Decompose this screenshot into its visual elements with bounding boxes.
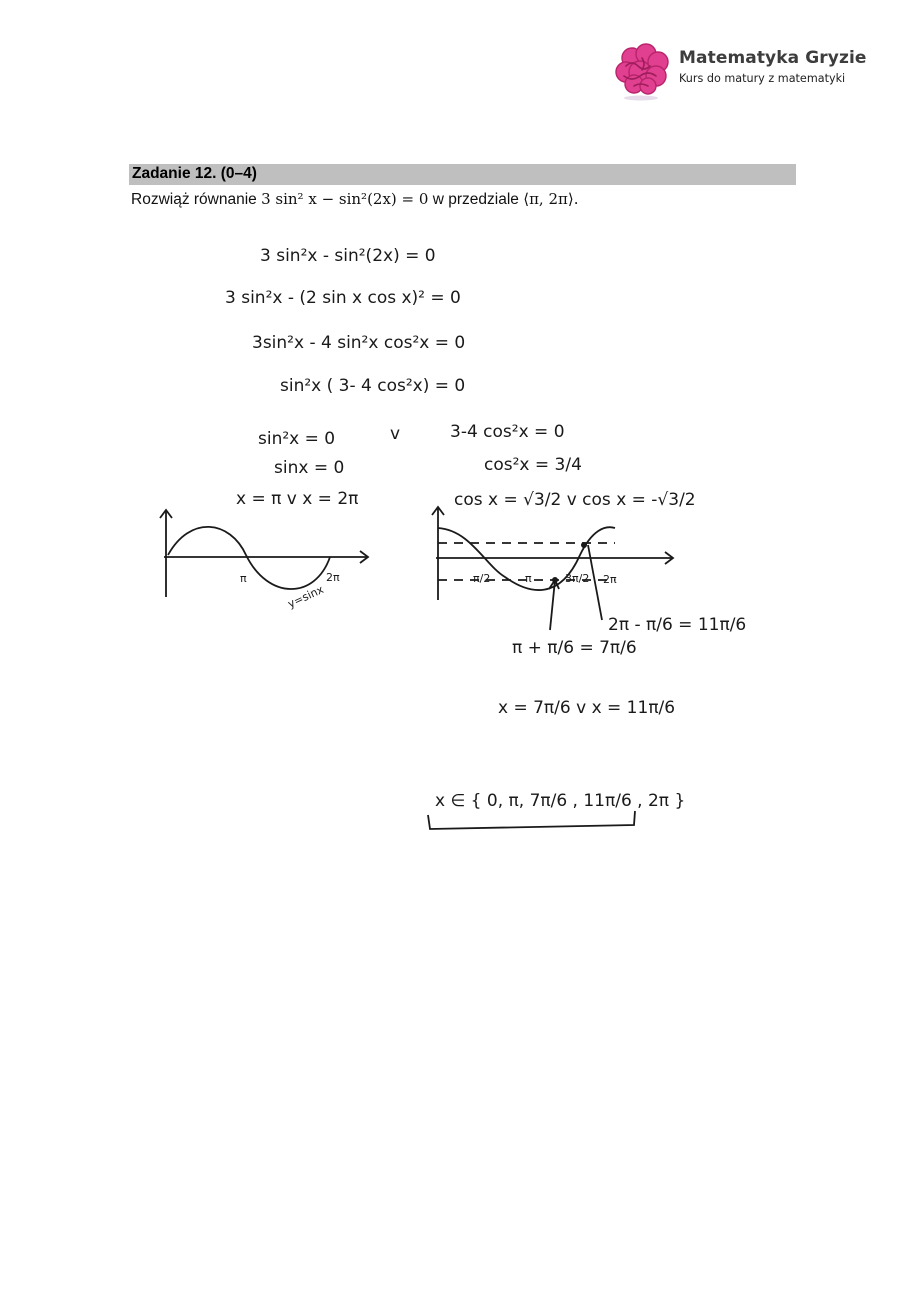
left-branch-line-1: sin²x = 0 [258,429,336,449]
cosine-tick-three-half-pi: 3π/2 [565,572,590,585]
brain-icon [612,42,672,102]
annotation-seven-pi-over-six: π + π/6 = 7π/6 [512,638,637,658]
brand-tagline: Kurs do matury z matematyki [679,72,846,85]
task-equation: 3 sin² x − sin²(2x) = 0 [261,190,429,208]
sine-curve-label: y=sinx [285,582,326,611]
task-prompt [131,190,791,214]
arrow-to-eleven-pi-over-six [588,545,602,620]
right-branch-line-2: cos²x = 3/4 [484,455,582,475]
solution-step-3: 3sin²x - 4 sin²x cos²x = 0 [252,333,466,353]
brand-name: Matematyka Gryzie [679,48,867,68]
right-branch-line-1: 3-4 cos²x = 0 [450,422,565,442]
or-symbol: v [390,424,401,444]
intersection-point-left [552,577,558,583]
handwritten-solution [140,225,747,875]
sine-tick-2pi: 2π [326,571,340,584]
final-answer: x ∈ { 0, π, 7π/6 , 11π/6 , 2π } [435,791,686,811]
solution-step-4: sin²x ( 3- 4 cos²x) = 0 [280,376,466,396]
sine-tick-pi: π [240,572,247,585]
left-branch-line-3: x = π v x = 2π [236,489,359,509]
cosine-tick-pi: π [525,572,532,585]
right-branch-line-3: cos x = √3/2 v cos x = -√3/2 [454,490,696,510]
task-interval: ⟨π, 2π⟩. [523,190,579,208]
solution-step-1: 3 sin²x - sin²(2x) = 0 [260,246,436,266]
intersection-point-right [581,542,587,548]
task-header-bar [129,164,796,185]
cosine-tick-2pi: 2π [603,573,617,586]
cosine-graph [432,507,673,630]
task-prompt-prefix: Rozwiąż równanie [131,191,257,208]
task-interval-prefix: w przedziale [432,191,519,208]
annotation-eleven-pi-over-six: 2π - π/6 = 11π/6 [608,615,747,635]
brand-logo [612,42,872,104]
final-answer-bracket [428,811,635,829]
cosine-tick-half-pi: π/2 [473,572,491,585]
task-title: Zadanie 12. (0–4) [132,165,257,182]
left-branch-line-2: sinx = 0 [274,458,345,478]
result-line: x = 7π/6 v x = 11π/6 [498,698,676,718]
sine-curve [168,527,330,589]
solution-step-2: 3 sin²x - (2 sin x cos x)² = 0 [225,288,461,308]
